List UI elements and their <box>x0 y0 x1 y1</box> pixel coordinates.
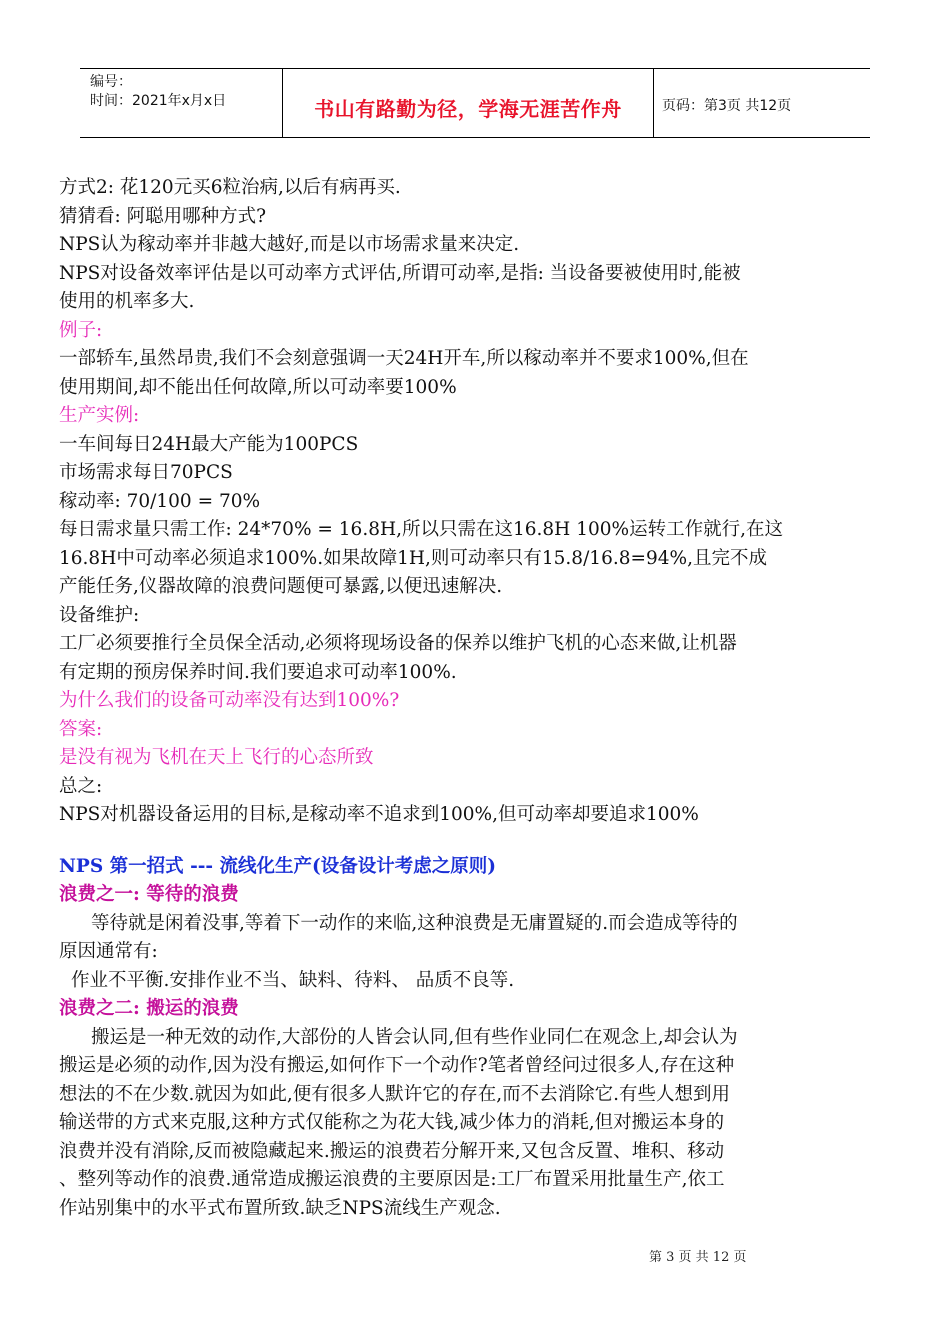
body-line: 浪费并没有消除,反而被隐藏起来.搬运的浪费若分解开来,又包含反置、堆积、移动 <box>59 1140 725 1162</box>
waste-heading-1: 浪费之一: 等待的浪费 <box>59 884 239 905</box>
body-line: 等待就是闲着没事,等着下一动作的来临,这种浪费是无庸置疑的.而会造成等待的 <box>91 912 738 934</box>
body-line: 、整列等动作的浪费.通常造成搬运浪费的主要原因是:工厂布置采用批量生产,依工 <box>59 1169 725 1190</box>
body-line: 市场需求每日70PCS <box>59 462 233 483</box>
body-line: 设备维护: <box>59 604 140 626</box>
page-footer: 第 3 页 共 12 页 <box>649 1250 747 1265</box>
number-label: 编号： <box>90 74 132 90</box>
page-number-label: 页码：第3页 共12页 <box>662 98 792 114</box>
body-line: 使用期间,却不能出任何故障,所以可动率要100% <box>59 376 457 398</box>
body-line: 有定期的预房保养时间.我们要追求可动率100%. <box>59 661 457 683</box>
body-line: 作业不平衡.安排作业不当、缺料、待料、 品质不良等. <box>71 969 515 991</box>
body-line: 稼动率: 70/100 = 70% <box>59 490 261 512</box>
body-line: 想法的不在少数.就因为如此,便有很多人默许它的存在,而不去消除它.有些人想到用 <box>59 1083 731 1105</box>
body-line: 原因通常有: <box>59 941 158 962</box>
body-line: 一车间每日24H最大产能为100PCS <box>59 433 359 455</box>
header-meta-cell <box>80 69 283 137</box>
body-line: 猜猜看: 阿聪用哪种方式? <box>59 205 267 227</box>
body-line: 输送带的方式来克服,这种方式仅能称之为花大钱,减少体力的消耗,但对搬运本身的 <box>59 1112 725 1133</box>
body-line: 搬运是一种无效的动作,大部份的人皆会认同,但有些作业同仁在观念上,却会认为 <box>91 1026 738 1048</box>
spacer <box>59 830 899 853</box>
body-line: NPS对机器设备运用的目标,是稼动率不追求到100%,但可动率却要追求100% <box>59 804 699 825</box>
body-line: 一部轿车,虽然昂贵,我们不会刻意强调一天24H开车,所以稼动率并不要求100%,但在 <box>59 348 749 369</box>
example-heading: 例子: <box>59 319 103 341</box>
date-label: 时间：2021年x月x日 <box>90 93 227 109</box>
body-line: 每日需求量只需工作: 24*70% = 16.8H,所以只需在这16.8H 100%运转工作就行,在这 <box>59 519 783 540</box>
document-body <box>59 174 899 1223</box>
header-motto: 书山有路勤为径，学海无涯苦作舟 <box>314 97 622 121</box>
body-line: 搬运是必须的动作,因为没有搬运,如何作下一个动作?笔者曾经问过很多人,存在这种 <box>59 1055 735 1076</box>
body-line: 使用的机率多大. <box>59 291 195 312</box>
answer-line: 是没有视为飞机在天上飞行的心态所致 <box>59 747 374 768</box>
answer-heading: 答案: <box>59 718 103 740</box>
body-line: NPS对设备效率评估是以可动率方式评估,所谓可动率,是指: 当设备要被使用时,能被 <box>59 262 741 284</box>
body-line: 方式2: 花120元买6粒治病,以后有病再买. <box>59 177 401 198</box>
section-heading: NPS 第一招式 --- 流线化生产(设备设计考虑之原则) <box>59 855 497 877</box>
body-line: 工厂必须要推行全员保全活动,必须将现场设备的保养以维护飞机的心态来做,让机器 <box>59 633 737 654</box>
page-header <box>80 68 870 138</box>
body-line: NPS认为稼动率并非越大越好,而是以市场需求量来决定. <box>59 234 520 255</box>
header-motto-cell <box>283 69 654 137</box>
body-line: 总之: <box>59 775 103 797</box>
question-line: 为什么我们的设备可动率没有达到100%? <box>59 690 400 711</box>
production-example-heading: 生产实例: <box>59 405 140 426</box>
body-line: 产能任务,仪器故障的浪费问题便可暴露,以便迅速解决. <box>59 576 503 597</box>
body-line: 16.8H中可动率必须追求100%.如果故障1H,则可动率只有15.8/16.8=94%,且完不成 <box>59 547 767 569</box>
waste-heading-2: 浪费之二: 搬运的浪费 <box>59 998 239 1019</box>
body-line: 作站别集中的水平式布置所致.缺乏NPS流线生产观念. <box>59 1197 501 1219</box>
